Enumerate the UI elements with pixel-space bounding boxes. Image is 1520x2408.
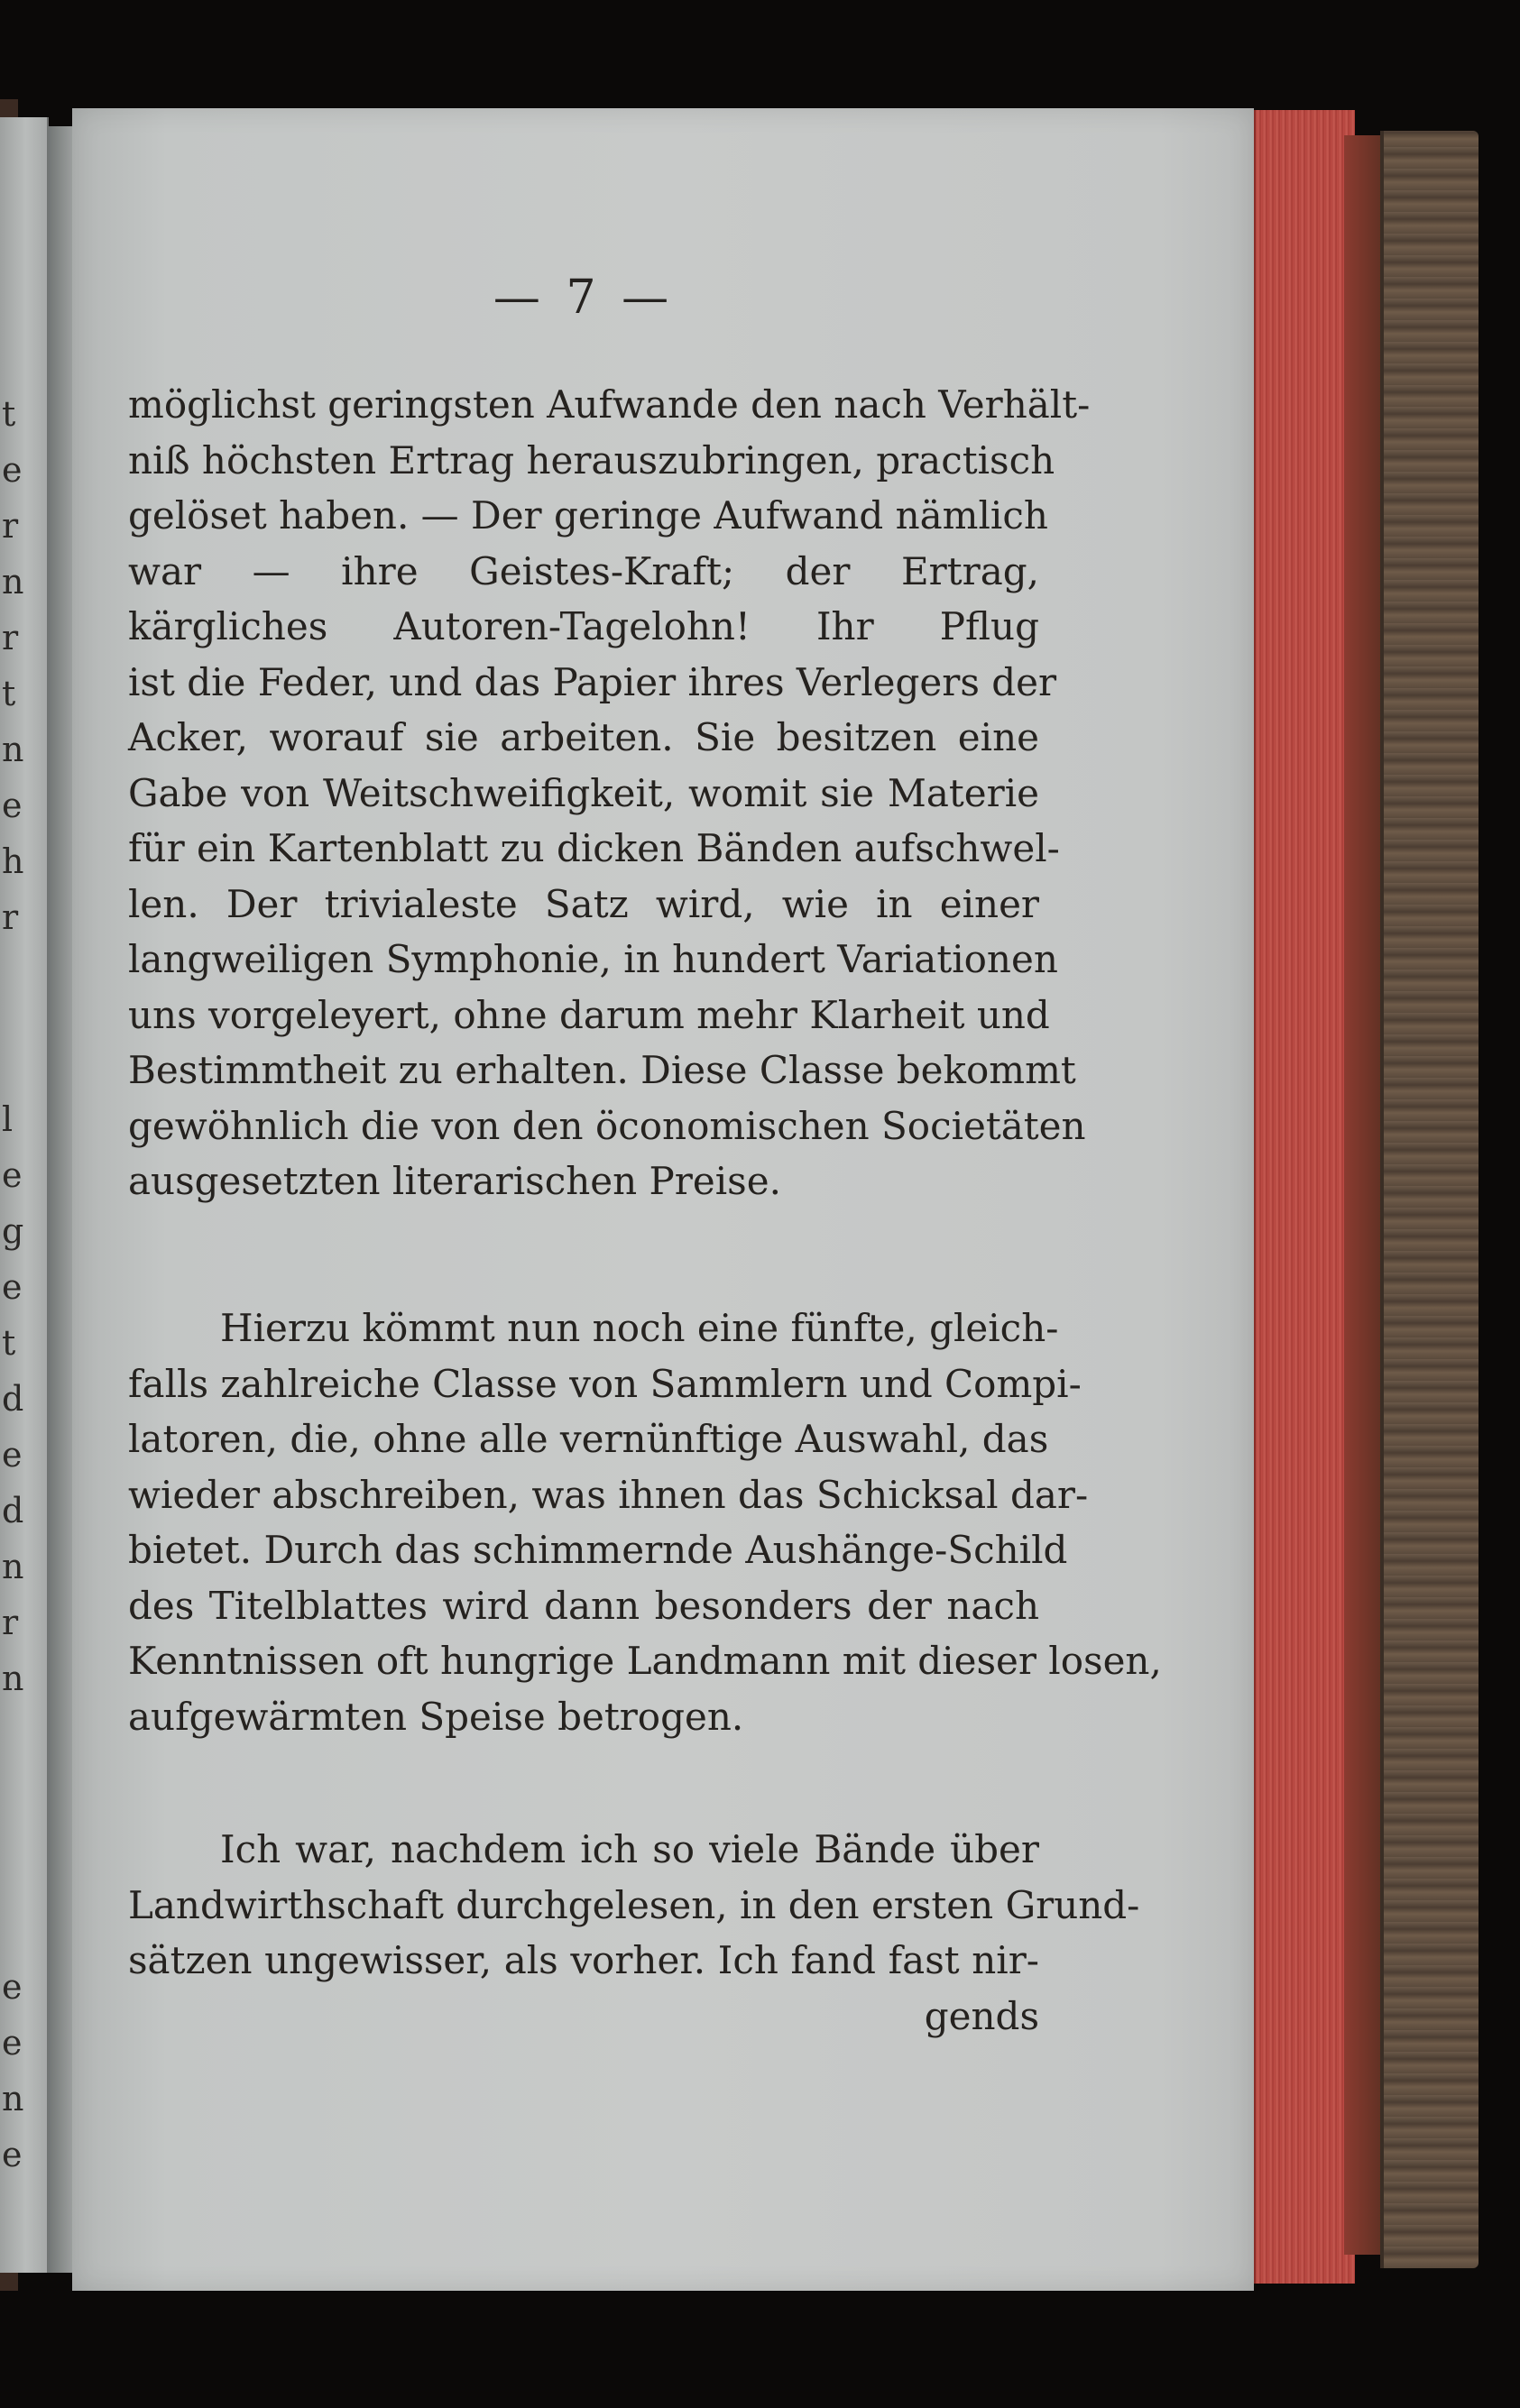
text-line: gewöhnlich die von den öconomischen Societäten bbox=[128, 1103, 1086, 1148]
text-line: des Titelblattes wird dann besonders der nach bbox=[128, 1583, 1039, 1628]
paragraph-1 bbox=[128, 377, 1091, 1209]
text-line: kärgliches Autoren-Tagelohn! Ihr Pflug bbox=[128, 604, 1039, 648]
leather-cover bbox=[1380, 131, 1479, 2268]
margin-fragment: e bbox=[2, 1435, 23, 1475]
text-line: für ein Kartenblatt zu dicken Bänden aufschwel- bbox=[128, 826, 1060, 870]
margin-fragment: r bbox=[2, 618, 19, 657]
text-line: Gabe von Weitschweifigkeit, womit sie Materie bbox=[128, 770, 1039, 815]
margin-fragment: e bbox=[2, 1267, 23, 1307]
margin-fragment: e bbox=[2, 450, 23, 490]
margin-fragment: r bbox=[2, 897, 19, 937]
margin-fragment: e bbox=[2, 1155, 23, 1195]
margin-fragment: e bbox=[2, 2135, 23, 2174]
text-line: len. Der trivialeste Satz wird, wie in einer bbox=[128, 881, 1039, 926]
text-line: Kenntnissen oft hungrige Landmann mit dieser losen, bbox=[128, 1639, 1162, 1683]
margin-fragment: e bbox=[2, 786, 23, 825]
text-line: möglichst geringsten Aufwande den nach Verhält- bbox=[128, 382, 1091, 427]
margin-fragment: r bbox=[2, 506, 19, 546]
margin-fragment: t bbox=[2, 394, 16, 434]
margin-fragment: t bbox=[2, 674, 16, 713]
text-line: wieder abschreiben, was ihnen das Schicksal dar- bbox=[128, 1472, 1089, 1517]
margin-fragment: d bbox=[2, 1379, 24, 1419]
text-line: bietet. Durch das schimmernde Aushänge-Schild bbox=[128, 1528, 1068, 1572]
text-line: ist die Feder, und das Papier ihres Verlegers der bbox=[128, 659, 1057, 704]
margin-fragment: e bbox=[2, 1967, 23, 2007]
text-line: aufgewärmten Speise betrogen. bbox=[128, 1694, 744, 1739]
page-number: — 7 — bbox=[493, 271, 675, 325]
text-line: latoren, die, ohne alle vernünftige Auswahl, das bbox=[128, 1417, 1049, 1461]
text-line: war — ihre Geistes-Kraft; der Ertrag, bbox=[128, 548, 1039, 593]
margin-fragment: h bbox=[2, 841, 24, 881]
previous-page-sliver bbox=[0, 117, 49, 2273]
text-line: sätzen ungewisser, als vorher. Ich fand fast nir- bbox=[128, 1938, 1039, 1982]
margin-fragment: t bbox=[2, 1323, 16, 1363]
paragraph-2 bbox=[128, 1301, 1162, 1744]
margin-fragment: r bbox=[2, 1603, 19, 1642]
text-line: uns vorgeleyert, ohne darum mehr Klarheit und bbox=[128, 992, 1050, 1037]
red-page-edges bbox=[1254, 110, 1355, 2284]
margin-fragment: n bbox=[2, 1547, 24, 1586]
text-line: Acker, worauf sie arbeiten. Sie besitzen eine bbox=[128, 715, 1039, 759]
margin-fragment: n bbox=[2, 562, 24, 602]
catchword: gends bbox=[924, 1993, 1039, 2038]
text-line: langweiligen Symphonie, in hundert Variationen bbox=[128, 937, 1058, 981]
text-line: niß höchsten Ertrag herauszubringen, practisch bbox=[128, 437, 1055, 483]
text-line: Landwirthschaft durchgelesen, in den ersten Grund- bbox=[128, 1882, 1140, 1927]
margin-fragment: l bbox=[2, 1099, 14, 1139]
text-line: Bestimmtheit zu erhalten. Diese Classe bekommt bbox=[128, 1048, 1076, 1092]
margin-fragment: n bbox=[2, 1659, 24, 1698]
text-line: falls zahlreiche Classe von Sammlern und Compi- bbox=[128, 1361, 1082, 1406]
paragraph-3 bbox=[128, 1822, 1140, 2044]
page-edge-shadow bbox=[1344, 135, 1385, 2255]
margin-fragment: d bbox=[2, 1491, 24, 1530]
margin-fragment: n bbox=[2, 730, 24, 769]
margin-fragment: e bbox=[2, 2023, 23, 2063]
text-line: gelöset haben. — Der geringe Aufwand nämlich bbox=[128, 493, 1048, 538]
text-line: Hierzu kömmt nun noch eine fünfte, gleich- bbox=[220, 1306, 1059, 1350]
margin-fragment: n bbox=[2, 2079, 24, 2118]
text-line: Ich war, nachdem ich so viele Bände über bbox=[220, 1827, 1039, 1871]
margin-fragment: g bbox=[2, 1211, 24, 1251]
text-line: ausgesetzten literarischen Preise. bbox=[128, 1159, 781, 1203]
